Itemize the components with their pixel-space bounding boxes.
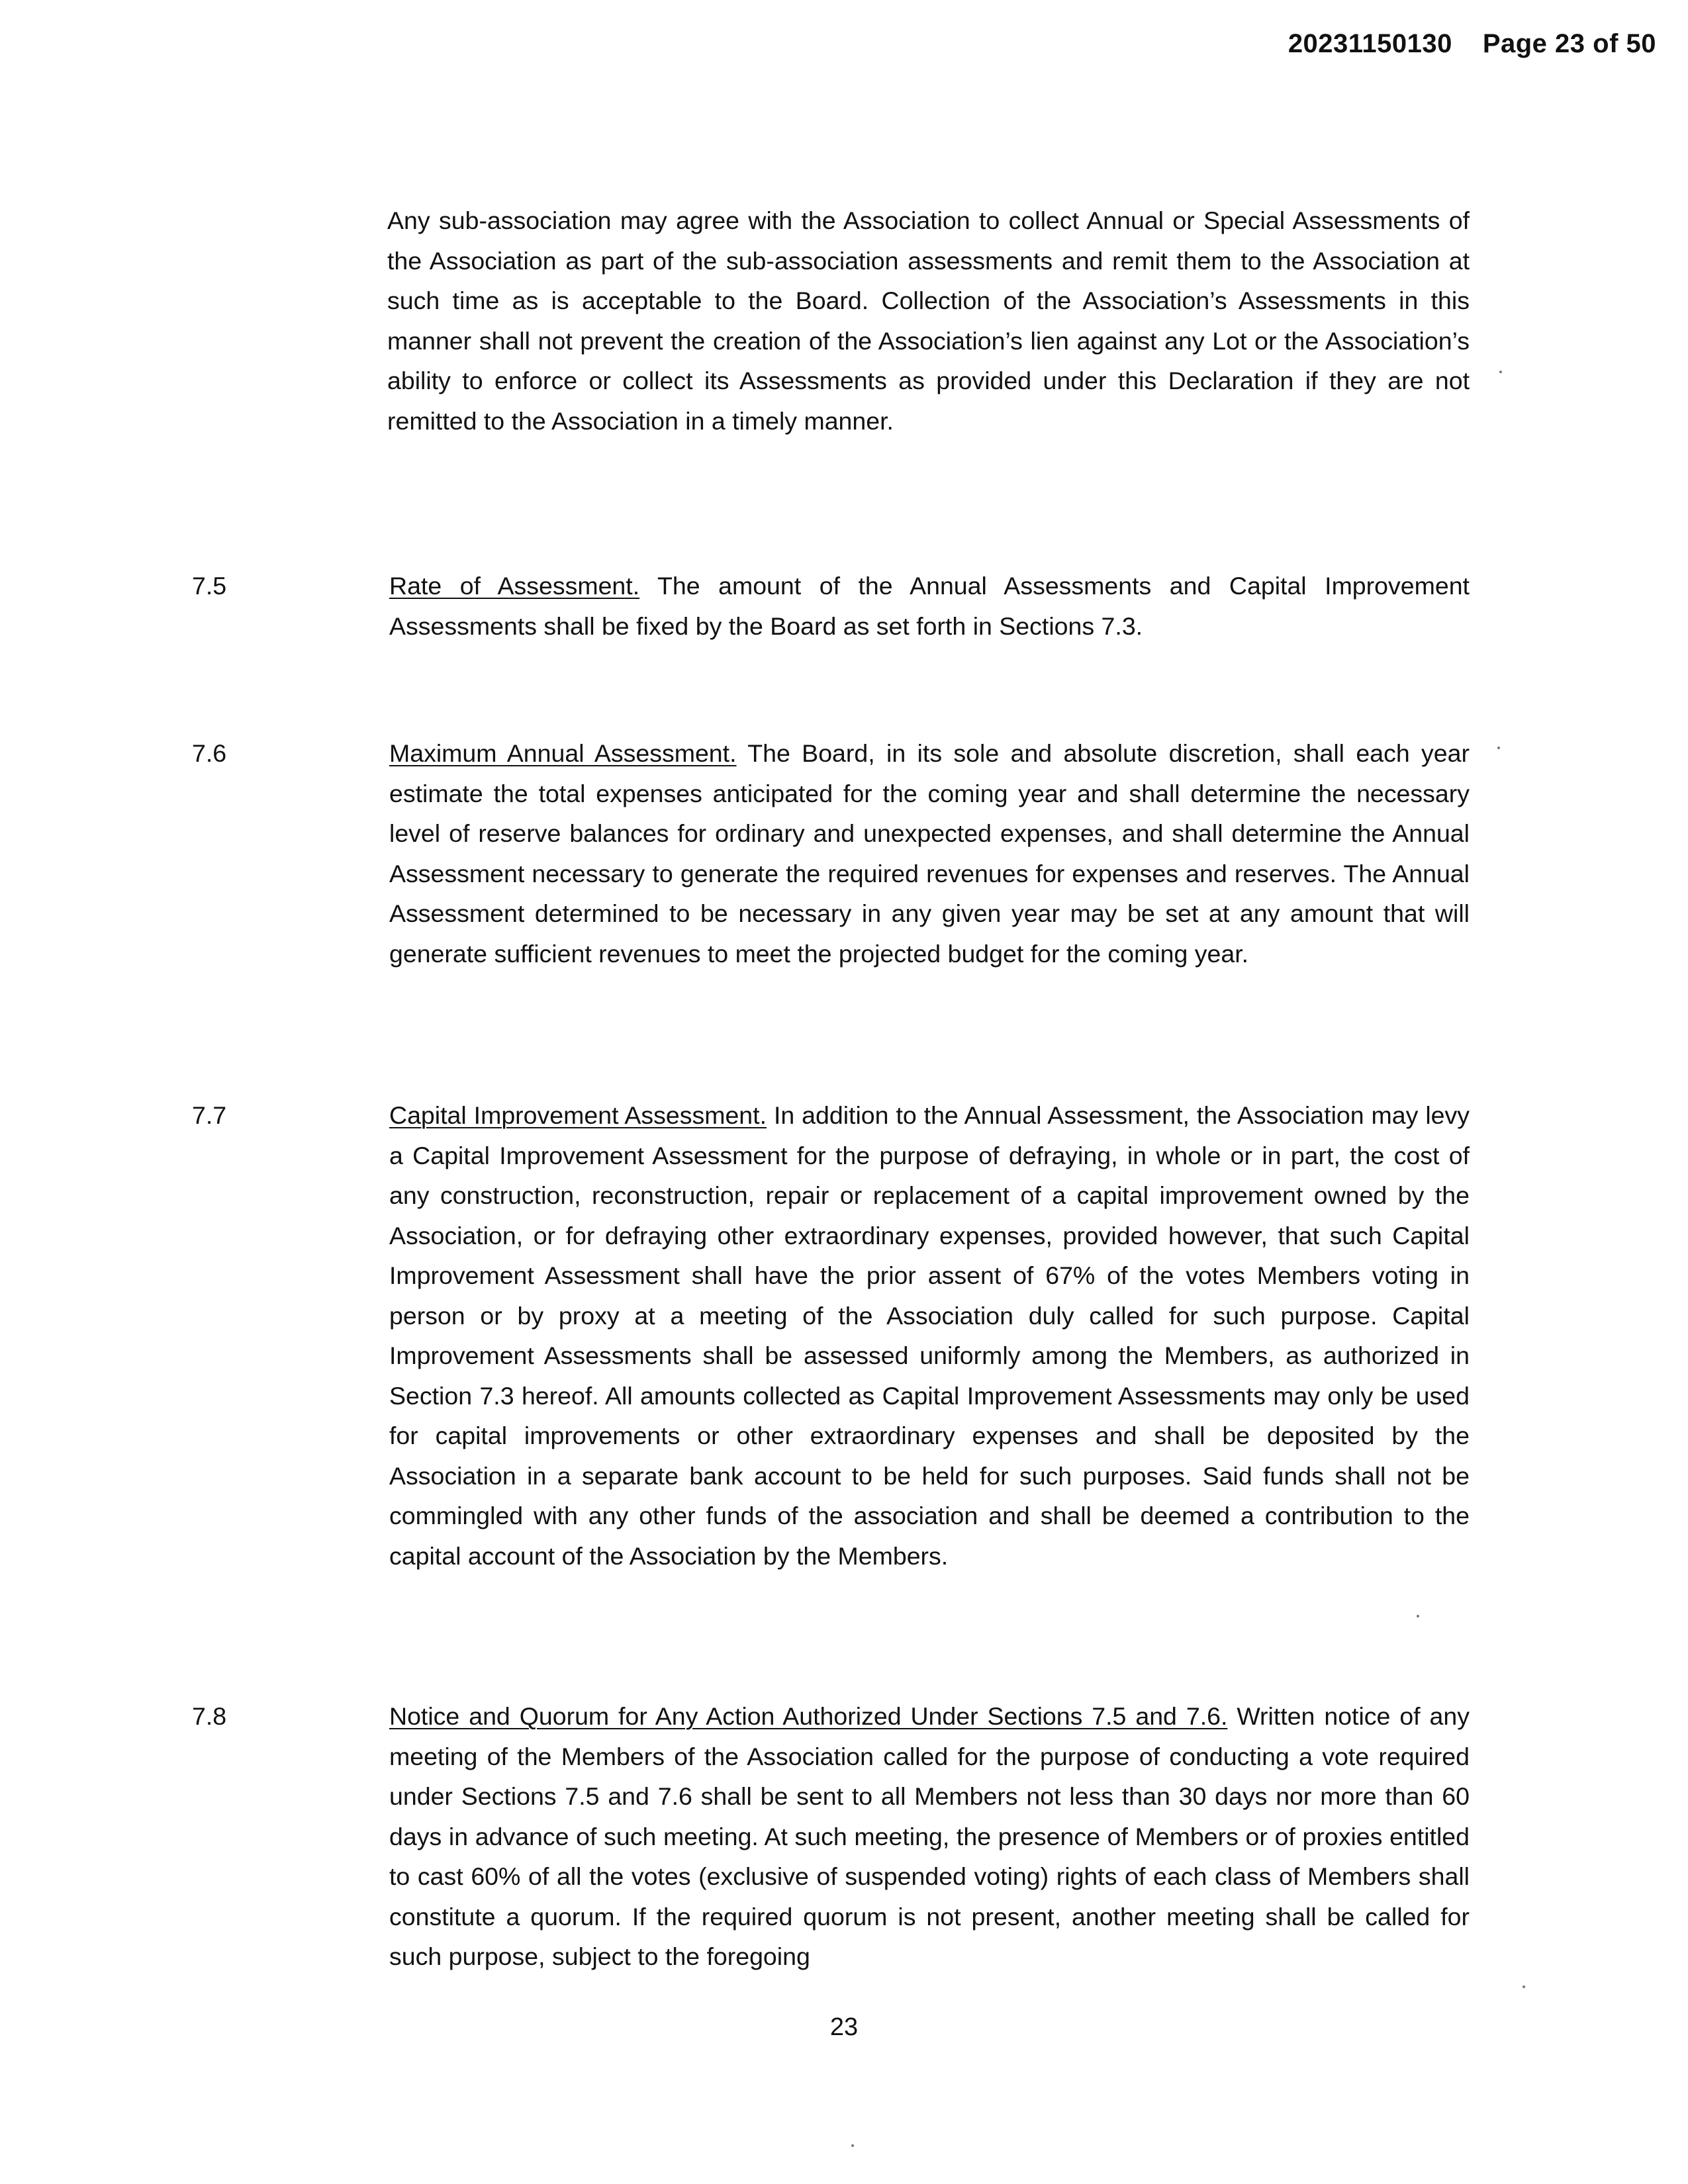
document-number: 20231150130: [1288, 29, 1452, 58]
section-body: [389, 566, 1470, 646]
section-body: [389, 733, 1470, 974]
section-number: 7.6: [192, 739, 227, 767]
section-heading: Capital Improvement Assessment.: [389, 1101, 767, 1129]
section-number: 7.8: [192, 1702, 227, 1730]
section-text: The Board, in its sole and absolute discretion, shall each year estimate the total expenses anticipated for the coming year and shall determine the necessary level of reserve balances for ordinary and unexpected expenses, and shall determine the Annual Assessment necessary to generate the required revenues for expenses and reserves. The Annual Assessment determined to be necessary in any given year may be set at any amount that will generate sufficient revenues to meet the projected budget for the coming year.: [389, 739, 1470, 968]
section-number: 7.7: [192, 1101, 227, 1129]
scan-speck: [1417, 1615, 1419, 1617]
page-header: [1288, 29, 1656, 59]
section-body: [389, 1095, 1470, 1576]
section-heading: Notice and Quorum for Any Action Authorized Under Sections 7.5 and 7.6.: [389, 1702, 1228, 1730]
section-text: The amount of the Annual Assessments and Capital Improvement Assessments shall be fixed by the Board as set forth in Sections 7.3.: [389, 572, 1470, 640]
page-label: Page 23 of 50: [1482, 29, 1656, 58]
section-body: [389, 1696, 1470, 1977]
page-number: 23: [829, 2013, 859, 2041]
intro-paragraph: Any sub-association may agree with the Association to collect Annual or Special Assessments of the Association as part of the sub-association assessments and remit them to the Association at such time as is acceptable to the Board. Collection of the Association’s Assessments in this manner shall not prevent the creation of the Association’s lien against any Lot or the Association’s ability to enforce or collect its Assessments as provided under this Declaration if they are not remitted to the Association in a timely manner.: [387, 206, 1470, 435]
section-heading: Maximum Annual Assessment.: [389, 739, 737, 767]
section-text: Written notice of any meeting of the Members of the Association called for the purpose of conducting a vote required under Sections 7.5 and 7.6 shall be sent to all Members not less than 30 days nor more than 60 days in advance of such meeting. At such meeting, the presence of Members or of proxies entitled to cast 60% of all the votes (exclusive of suspended voting) rights of each class of Members shall constitute a quorum. If the required quorum is not present, another meeting shall be called for such purpose, subject to the foregoing: [389, 1702, 1470, 1970]
section-heading: Rate of Assessment.: [389, 572, 640, 600]
section-number: 7.5: [192, 572, 227, 600]
scan-speck: [1523, 1985, 1525, 1988]
scan-speck: [1499, 371, 1502, 373]
scan-speck: [1497, 747, 1500, 749]
scan-speck: [851, 2144, 854, 2147]
section-text: In addition to the Annual Assessment, the Association may levy a Capital Improvement Assessment for the purpose of defraying, in whole or in part, the cost of any construction, reconstruction, repair or replacement of a capital improvement owned by the Association, or for defraying other extraordinary expenses, provided however, that such Capital Improvement Assessment shall have the prior assent of 67% of the votes Members voting in person or by proxy at a meeting of the Association duly called for such purpose. Capital Improvement Assessments shall be assessed uniformly among the Members, as authorized in Section 7.3 hereof. All amounts collected as Capital Improvement Assessments may only be used for capital improvements or other extraordinary expenses and shall be deposited by the Association in a separate bank account to be held for such purposes. Said funds shall not be commingled with any other funds of the association and shall be deemed a contribution to the capital account of the Association by the Members.: [389, 1101, 1470, 1570]
